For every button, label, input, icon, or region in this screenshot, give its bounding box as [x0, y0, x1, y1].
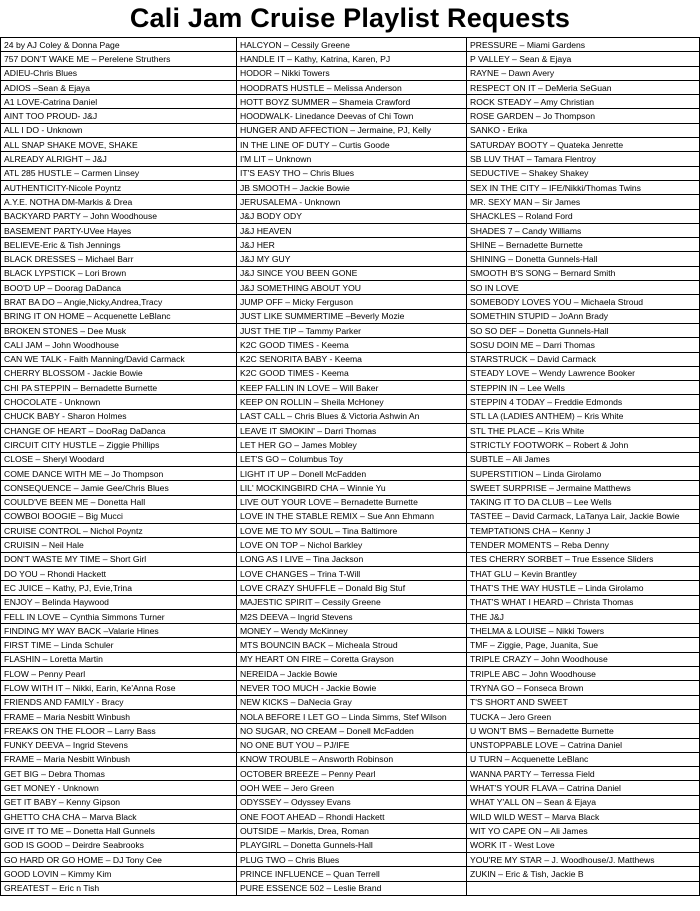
playlist-entry: THE J&J	[467, 609, 700, 623]
playlist-entry: 24 by AJ Coley & Donna Page	[1, 38, 237, 52]
playlist-entry: ZUKIN – Eric & Tish, Jackie B	[467, 867, 700, 881]
playlist-entry: WIT YO CAPE ON – Ali James	[467, 824, 700, 838]
playlist-entry: DON'T WASTE MY TIME – Short Girl	[1, 552, 237, 566]
playlist-entry: WILD WILD WEST – Marva Black	[467, 810, 700, 824]
playlist-entry: SEX IN THE CITY – IFE/Nikki/Thomas Twins	[467, 180, 700, 194]
playlist-entry: LONG AS I LIVE – Tina Jackson	[237, 552, 467, 566]
table-row	[1, 38, 700, 52]
playlist-entry: CIRCUIT CITY HUSTLE – Ziggie Phillips	[1, 438, 237, 452]
playlist-entry: OCTOBER BREEZE – Penny Pearl	[237, 767, 467, 781]
playlist-entry: MTS BOUNCIN BACK – Micheala Stroud	[237, 638, 467, 652]
playlist-entry: GO HARD OR GO HOME – DJ Tony Cee	[1, 852, 237, 866]
table-row	[1, 123, 700, 137]
playlist-entry: SOSU DOIN ME – Darri Thomas	[467, 338, 700, 352]
playlist-entry: TEMPTATIONS CHA – Kenny J	[467, 524, 700, 538]
playlist-entry: ADIEU-Chris Blues	[1, 66, 237, 80]
table-row	[1, 180, 700, 194]
playlist-entry: JUST LIKE SUMMERTIME –Beverly Mozie	[237, 309, 467, 323]
table-row	[1, 838, 700, 852]
playlist-entry: STRICTLY FOOTWORK – Robert & John	[467, 438, 700, 452]
table-row	[1, 323, 700, 337]
table-row	[1, 338, 700, 352]
playlist-entry: TAKING IT TO DA CLUB – Lee Wells	[467, 495, 700, 509]
table-row	[1, 266, 700, 280]
playlist-entry: FINDING MY WAY BACK –Valarie Hines	[1, 624, 237, 638]
playlist-entry: RESPECT ON IT – DeMeria SeGuan	[467, 80, 700, 94]
table-row	[1, 424, 700, 438]
playlist-entry: J&J SINCE YOU BEEN GONE	[237, 266, 467, 280]
playlist-entry: OOH WEE – Jero Green	[237, 781, 467, 795]
playlist-entry: EC JUICE – Kathy, PJ, Evie,Trina	[1, 581, 237, 595]
playlist-entry: FELL IN LOVE – Cynthia Simmons Turner	[1, 609, 237, 623]
playlist-entry: BELIEVE-Eric & Tish Jennings	[1, 238, 237, 252]
table-row	[1, 538, 700, 552]
table-row	[1, 309, 700, 323]
playlist-entry: SOMEBODY LOVES YOU – Michaela Stroud	[467, 295, 700, 309]
playlist-entry: SUPERSTITION – Linda Girolamo	[467, 466, 700, 480]
playlist-entry: FREAKS ON THE FLOOR – Larry Bass	[1, 724, 237, 738]
playlist-entry: ROSE GARDEN – Jo Thompson	[467, 109, 700, 123]
playlist-entry: GOOD LOVIN – Kimmy Kim	[1, 867, 237, 881]
playlist-entry: DO YOU – Rhondi Hackett	[1, 566, 237, 580]
playlist-entry: COULD'VE BEEN ME – Donetta Hall	[1, 495, 237, 509]
playlist-entry: ONE FOOT AHEAD – Rhondi Hackett	[237, 810, 467, 824]
playlist-entry: TRYNA GO – Fonseca Brown	[467, 681, 700, 695]
playlist-entry: MR. SEXY MAN – Sir James	[467, 195, 700, 209]
playlist-entry: NOLA BEFORE I LET GO – Linda Simms, Stef Wilson	[237, 709, 467, 723]
playlist-entry: THAT GLU – Kevin Brantley	[467, 566, 700, 580]
playlist-entry: FLOW WITH IT – Nikki, Earin, Ke'Anna Rose	[1, 681, 237, 695]
playlist-entry: CHERRY BLOSSOM - Jackie Bowie	[1, 366, 237, 380]
playlist-entry: CHOCOLATE - Unknown	[1, 395, 237, 409]
table-row	[1, 366, 700, 380]
playlist-entry: PLUG TWO – Chris Blues	[237, 852, 467, 866]
playlist-entry: TUCKA – Jero Green	[467, 709, 700, 723]
playlist-entry: GET BIG – Debra Thomas	[1, 767, 237, 781]
playlist-entry: BRING IT ON HOME – Acquenette LeBlanc	[1, 309, 237, 323]
table-row	[1, 624, 700, 638]
playlist-entry: IN THE LINE OF DUTY – Curtis Goode	[237, 138, 467, 152]
table-row	[1, 109, 700, 123]
playlist-entry: LOVE CHANGES – Trina T-Will	[237, 566, 467, 580]
playlist-entry: FUNKY DEEVA – Ingrid Stevens	[1, 738, 237, 752]
playlist-entry: MY HEART ON FIRE – Coretta Grayson	[237, 652, 467, 666]
playlist-entry: K2C GOOD TIMES - Keema	[237, 366, 467, 380]
playlist-entry: SHINE – Bernadette Burnette	[467, 238, 700, 252]
playlist-entry: YOU'RE MY STAR – J. Woodhouse/J. Matthews	[467, 852, 700, 866]
playlist-entry: K2C SENORITA BABY - Keema	[237, 352, 467, 366]
playlist-entry: LET HER GO – James Mobley	[237, 438, 467, 452]
playlist-entry: PRESSURE – Miami Gardens	[467, 38, 700, 52]
playlist-entry: SB LUV THAT – Tamara Flentroy	[467, 152, 700, 166]
table-row	[1, 166, 700, 180]
playlist-entry: GET IT BABY – Kenny Gipson	[1, 795, 237, 809]
playlist-entry: NO SUGAR, NO CREAM – Donell McFadden	[237, 724, 467, 738]
playlist-entry: J&J MY GUY	[237, 252, 467, 266]
table-row	[1, 381, 700, 395]
playlist-entry: LIL' MOCKINGBIRD CHA – Winnie Yu	[237, 481, 467, 495]
table-row	[1, 438, 700, 452]
table-row	[1, 409, 700, 423]
table-row	[1, 852, 700, 866]
playlist-entry: JUST THE TIP – Tammy Parker	[237, 323, 467, 337]
playlist-entry: SHACKLES – Roland Ford	[467, 209, 700, 223]
playlist-entry: JUMP OFF – Micky Ferguson	[237, 295, 467, 309]
playlist-entry: A.Y.E. NOTHA DM-Markis & Drea	[1, 195, 237, 209]
table-row	[1, 52, 700, 66]
table-row	[1, 352, 700, 366]
playlist-entry: NEW KICKS – DaNecia Gray	[237, 695, 467, 709]
playlist-entry: ODYSSEY – Odyssey Evans	[237, 795, 467, 809]
playlist-entry: SEDUCTIVE – Shakey Shakey	[467, 166, 700, 180]
playlist-entry: WHAT Y'ALL ON – Sean & Ejaya	[467, 795, 700, 809]
playlist-entry: HALCYON – Cessily Greene	[237, 38, 467, 52]
playlist-entry: ADIOS –Sean & Ejaya	[1, 80, 237, 94]
playlist-entry: FRAME – Maria Nesbitt Winbush	[1, 709, 237, 723]
playlist-entry: CRUISIN – Neil Hale	[1, 538, 237, 552]
playlist-entry: BOO'D UP – Doorag DaDanca	[1, 281, 237, 295]
table-row	[1, 652, 700, 666]
playlist-entry: NEVER TOO MUCH - Jackie Bowie	[237, 681, 467, 695]
playlist-entry: AINT TOO PROUD- J&J	[1, 109, 237, 123]
playlist-entry: GHETTO CHA CHA – Marva Black	[1, 810, 237, 824]
playlist-entry: J&J SOMETHING ABOUT YOU	[237, 281, 467, 295]
playlist-entry: SATURDAY BOOTY – Quateka Jenrette	[467, 138, 700, 152]
playlist-entry: BROKEN STONES – Dee Musk	[1, 323, 237, 337]
playlist-entry: JB SMOOTH – Jackie Bowie	[237, 180, 467, 194]
playlist-entry: P VALLEY – Sean & Ejaya	[467, 52, 700, 66]
playlist-entry: SWEET SURPRISE – Jermaine Matthews	[467, 481, 700, 495]
playlist-entry: RAYNE – Dawn Avery	[467, 66, 700, 80]
playlist-entry: BASEMENT PARTY-UVee Hayes	[1, 223, 237, 237]
playlist-entry: THAT'S WHAT I HEARD – Christa Thomas	[467, 595, 700, 609]
playlist-entry: PRINCE INFLUENCE – Quan Terrell	[237, 867, 467, 881]
playlist-entry: PLAYGIRL – Donetta Gunnels-Hall	[237, 838, 467, 852]
playlist-entry: ALL I DO - Unknown	[1, 123, 237, 137]
table-row	[1, 95, 700, 109]
playlist-entry: J&J HER	[237, 238, 467, 252]
playlist-entry: CALI JAM – John Woodhouse	[1, 338, 237, 352]
table-row	[1, 781, 700, 795]
table-row	[1, 209, 700, 223]
playlist-entry: M2S DEEVA – Ingrid Stevens	[237, 609, 467, 623]
playlist-entry: BRAT BA DO – Angie,Nicky,Andrea,Tracy	[1, 295, 237, 309]
playlist-entry: LOVE CRAZY SHUFFLE – Donald Big Stuf	[237, 581, 467, 595]
playlist-entry: HANDLE IT – Kathy, Katrina, Karen, PJ	[237, 52, 467, 66]
playlist-entry: IT'S EASY THO – Chris Blues	[237, 166, 467, 180]
table-row	[1, 223, 700, 237]
playlist-entry: WANNA PARTY – Terressa Field	[467, 767, 700, 781]
table-row	[1, 66, 700, 80]
playlist-entry: SO SO DEF – Donetta Gunnels-Hall	[467, 323, 700, 337]
table-row	[1, 795, 700, 809]
playlist-entry: STEADY LOVE – Wendy Lawrence Booker	[467, 366, 700, 380]
playlist-entry: I'M LIT – Unknown	[237, 152, 467, 166]
playlist-entry: JERUSALEMA - Unknown	[237, 195, 467, 209]
playlist-entry: A1 LOVE-Catrina Daniel	[1, 95, 237, 109]
playlist-entry: FRAME – Maria Nesbitt Winbush	[1, 752, 237, 766]
table-row	[1, 509, 700, 523]
playlist-entry: THAT'S THE WAY HUSTLE – Linda Girolamo	[467, 581, 700, 595]
playlist-entry: ENJOY – Belinda Haywood	[1, 595, 237, 609]
table-row	[1, 609, 700, 623]
playlist-entry: CRUISE CONTROL – Nichol Poyntz	[1, 524, 237, 538]
playlist-entry: HOTT BOYZ SUMMER – Shameia Crawford	[237, 95, 467, 109]
playlist-entry: BLACK DRESSES – Michael Barr	[1, 252, 237, 266]
playlist-entry: TRIPLE ABC – John Woodhouse	[467, 667, 700, 681]
table-row	[1, 867, 700, 881]
table-row	[1, 581, 700, 595]
playlist-entry: CLOSE – Sheryl Woodard	[1, 452, 237, 466]
playlist-entry: LOVE ON TOP – Nichol Barkley	[237, 538, 467, 552]
playlist-entry: FIRST TIME – Linda Schuler	[1, 638, 237, 652]
playlist-entry: SHINING – Donetta Gunnels-Hall	[467, 252, 700, 266]
playlist-entry: J&J BODY ODY	[237, 209, 467, 223]
playlist-entry: STEPPIN 4 TODAY – Freddie Edmonds	[467, 395, 700, 409]
playlist-entry	[467, 881, 700, 895]
table-row	[1, 724, 700, 738]
playlist-entry: TRIPLE CRAZY – John Woodhouse	[467, 652, 700, 666]
playlist-entry: STL THE PLACE – Kris White	[467, 424, 700, 438]
playlist-entry: SANKO - Erika	[467, 123, 700, 137]
playlist-entry: SMOOTH B'S SONG – Bernard Smith	[467, 266, 700, 280]
table-row	[1, 881, 700, 895]
playlist-entry: STARSTRUCK – David Carmack	[467, 352, 700, 366]
playlist-entry: ATL 285 HUSTLE – Carmen Linsey	[1, 166, 237, 180]
playlist-entry: TMF – Ziggie, Page, Juanita, Sue	[467, 638, 700, 652]
playlist-entry: STL LA (LADIES ANTHEM) – Kris White	[467, 409, 700, 423]
playlist-entry: K2C GOOD TIMES - Keema	[237, 338, 467, 352]
playlist-table-container	[0, 37, 700, 896]
table-row	[1, 638, 700, 652]
playlist-entry: U WON'T BMS – Bernadette Burnette	[467, 724, 700, 738]
playlist-entry: LIVE OUT YOUR LOVE – Bernadette Burnette	[237, 495, 467, 509]
playlist-entry: BACKYARD PARTY – John Woodhouse	[1, 209, 237, 223]
playlist-entry: GIVE IT TO ME – Donetta Hall Gunnels	[1, 824, 237, 838]
playlist-entry: STEPPIN IN – Lee Wells	[467, 381, 700, 395]
table-row	[1, 466, 700, 480]
playlist-entry: T'S SHORT AND SWEET	[467, 695, 700, 709]
table-row	[1, 395, 700, 409]
table-row	[1, 524, 700, 538]
playlist-entry: HOODWALK- Linedance Deevas of Chi Town	[237, 109, 467, 123]
playlist-entry: LIGHT IT UP – Donell McFadden	[237, 466, 467, 480]
table-row	[1, 195, 700, 209]
playlist-table	[0, 37, 700, 896]
playlist-entry: LAST CALL – Chris Blues & Victoria Ashwin An	[237, 409, 467, 423]
playlist-entry: COME DANCE WITH ME – Jo Thompson	[1, 466, 237, 480]
playlist-entry: KEEP ON ROLLIN – Sheila McHoney	[237, 395, 467, 409]
playlist-entry: CHUCK BABY - Sharon Holmes	[1, 409, 237, 423]
playlist-entry: NO ONE BUT YOU – PJ/IFE	[237, 738, 467, 752]
table-row	[1, 824, 700, 838]
playlist-entry: THELMA & LOUISE – Nikki Towers	[467, 624, 700, 638]
table-row	[1, 138, 700, 152]
playlist-entry: UNSTOPPABLE LOVE – Catrina Daniel	[467, 738, 700, 752]
playlist-entry: TASTEE – David Carmack, LaTanya Lair, Jackie Bowie	[467, 509, 700, 523]
playlist-entry: FLOW – Penny Pearl	[1, 667, 237, 681]
playlist-entry: BLACK LYPSTICK – Lori Brown	[1, 266, 237, 280]
table-row	[1, 667, 700, 681]
playlist-entry: KNOW TROUBLE – Answorth Robinson	[237, 752, 467, 766]
playlist-entry: FLASHIN – Loretta Martin	[1, 652, 237, 666]
table-row	[1, 767, 700, 781]
playlist-entry: LET'S GO – Columbus Toy	[237, 452, 467, 466]
playlist-entry: GOD IS GOOD – Deirdre Seabrooks	[1, 838, 237, 852]
playlist-entry: SO IN LOVE	[467, 281, 700, 295]
table-row	[1, 810, 700, 824]
playlist-entry: OUTSIDE – Markis, Drea, Roman	[237, 824, 467, 838]
playlist-table-body	[1, 38, 700, 896]
playlist-entry: LOVE IN THE STABLE REMIX – Sue Ann Ehmann	[237, 509, 467, 523]
table-row	[1, 452, 700, 466]
playlist-entry: ALL SNAP SHAKE MOVE, SHAKE	[1, 138, 237, 152]
playlist-entry: HOODRATS HUSTLE – Melissa Anderson	[237, 80, 467, 94]
table-row	[1, 152, 700, 166]
table-row	[1, 295, 700, 309]
playlist-entry: SOMETHIN STUPID – JoAnn Brady	[467, 309, 700, 323]
playlist-entry: AUTHENTICITY-Nicole Poyntz	[1, 180, 237, 194]
table-row	[1, 566, 700, 580]
table-row	[1, 752, 700, 766]
playlist-entry: NEREIDA – Jackie Bowie	[237, 667, 467, 681]
playlist-entry: GET MONEY - Unknown	[1, 781, 237, 795]
playlist-entry: CAN WE TALK - Faith Manning/David Carmack	[1, 352, 237, 366]
table-row	[1, 595, 700, 609]
playlist-entry: WHAT'S YOUR FLAVA – Catrina Daniel	[467, 781, 700, 795]
table-row	[1, 495, 700, 509]
playlist-entry: J&J HEAVEN	[237, 223, 467, 237]
playlist-entry: ALREADY ALRIGHT – J&J	[1, 152, 237, 166]
table-row	[1, 681, 700, 695]
playlist-entry: GREATEST – Eric n Tish	[1, 881, 237, 895]
playlist-entry: KEEP FALLIN IN LOVE – Will Baker	[237, 381, 467, 395]
playlist-entry: CONSEQUENCE – Jamie Gee/Chris Blues	[1, 481, 237, 495]
playlist-entry: SHADES 7 – Candy Williams	[467, 223, 700, 237]
playlist-entry: TENDER MOMENTS – Reba Denny	[467, 538, 700, 552]
playlist-entry: LOVE ME TO MY SOUL – Tina Baltimore	[237, 524, 467, 538]
playlist-entry: 757 DON'T WAKE ME – Perelene Struthers	[1, 52, 237, 66]
playlist-entry: TES CHERRY SORBET – True Essence Sliders	[467, 552, 700, 566]
playlist-entry: LEAVE IT SMOKIN' – Darri Thomas	[237, 424, 467, 438]
playlist-entry: COWBOI BOOGIE – Big Mucci	[1, 509, 237, 523]
playlist-entry: MONEY – Wendy McKinney	[237, 624, 467, 638]
playlist-entry: CHI PA STEPPIN – Bernadette Burnette	[1, 381, 237, 395]
page-title: Cali Jam Cruise Playlist Requests	[129, 3, 571, 33]
table-row	[1, 738, 700, 752]
playlist-entry: U TURN – Acquenette LeBlanc	[467, 752, 700, 766]
playlist-entry: HODOR – Nikki Towers	[237, 66, 467, 80]
table-row	[1, 281, 700, 295]
playlist-entry: WORK IT - West Love	[467, 838, 700, 852]
playlist-entry: CHANGE OF HEART – DooRag DaDanca	[1, 424, 237, 438]
table-row	[1, 80, 700, 94]
table-row	[1, 552, 700, 566]
playlist-entry: MAJESTIC SPIRIT – Cessily Greene	[237, 595, 467, 609]
playlist-entry: HUNGER AND AFFECTION – Jermaine, PJ, Kelly	[237, 123, 467, 137]
table-row	[1, 709, 700, 723]
playlist-entry: ROCK STEADY – Amy Christian	[467, 95, 700, 109]
table-row	[1, 481, 700, 495]
playlist-entry: PURE ESSENCE 502 – Leslie Brand	[237, 881, 467, 895]
table-row	[1, 252, 700, 266]
table-row	[1, 695, 700, 709]
playlist-entry: FRIENDS AND FAMILY - Bracy	[1, 695, 237, 709]
playlist-entry: SUBTLE – Ali James	[467, 452, 700, 466]
table-row	[1, 238, 700, 252]
